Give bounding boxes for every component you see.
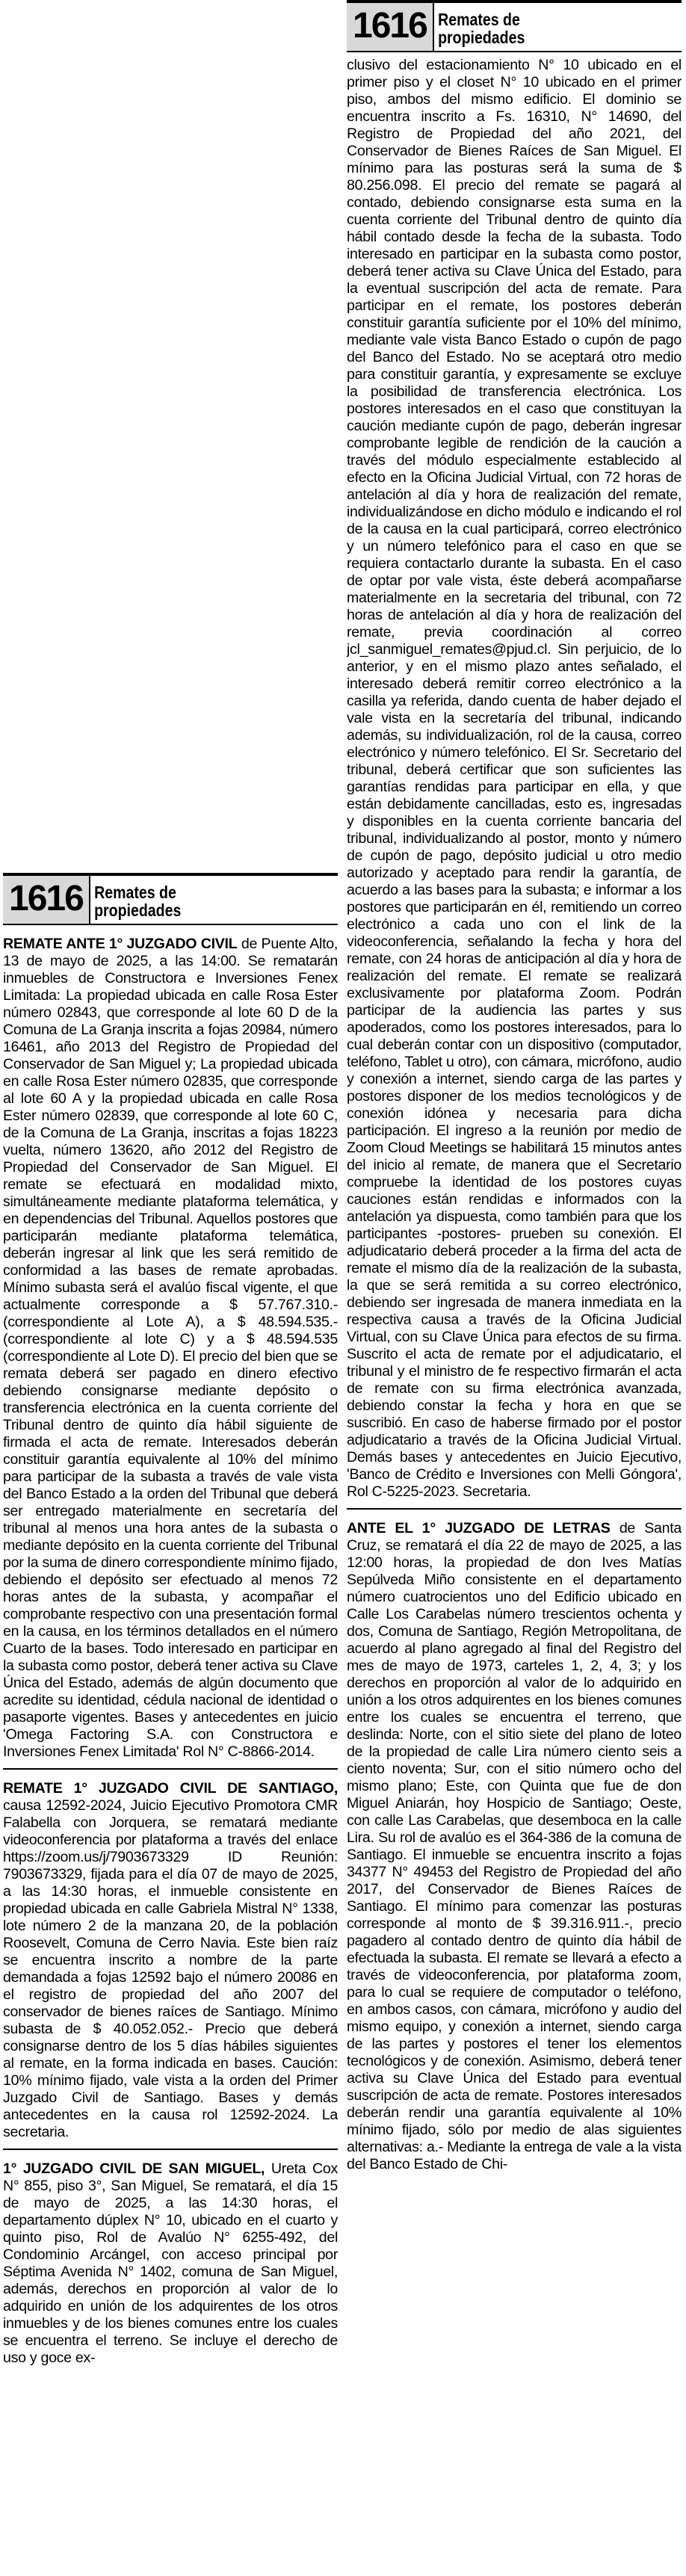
section-number: 1616 (347, 3, 434, 51)
notice-title: ANTE EL 1° JUZGADO DE LETRAS (347, 1520, 611, 1536)
notice-title: REMATE ANTE 1° JUZGADO CIVIL (3, 936, 238, 952)
notice-body: Ureta Cox N° 855, piso 3°, San Miguel, Se rematará, el día 15 de mayo de 2025, a las 14:30 horas, el departamento dúplex N° 10, ubicado en el cuarto y quinto piso, Rol de Avalúo N° 6255-492, del Condominio Arcángel, con acceso principal por Séptima Avenida N° 1402, comuna de San Miguel, además, derechos en proporción al valor de lo adquirido en unión de los adquirentes de los otros inmuebles y de los bienes comunes entre los cuales se encuentra el terreno. Se incluye el derecho de uso y goce ex- (3, 2160, 338, 2366)
notice (3, 936, 338, 1761)
section-category-line2: propiedades (437, 28, 525, 47)
notice-continuation: clusivo del estacionamiento N° 10 ubicado en el primer piso y el closet N° 10 ubicado en el primer piso, ambos del mismo edificio. El dominio se encuentra inscrito a Fs. 16310, N° 14690, del Registro de Propiedad del año 2021, del Conservador de Bienes Raíces de San Miguel. El mínimo para las posturas será la suma de $ 80.256.098. El precio del remate se pagará al contado, debiendo consignarse esta suma en la cuenta corriente del Tribunal dentro de quinto día hábil contado desde la fecha de la subasta. Todo interesado en participar en la subasta como postor, deberá tener activa su Clave Única del Estado, para la eventual suscripción del acta de remate. Para participar en el remate, los postores deberán constituir garantía suficiente por el 10% del mínimo, mediante vale vista Banco Estado o cupón de pago del Banco del Estado. No se aceptará otro medio para constituir garantía, y expresamente se excluye la posibilidad de transferencia electrónica. Los postores interesados en el caso que constituyan la caución mediante cupón de pago, deberán ingresar comprobante legible de rendición de la caución a través del módulo especialmente establecido al efecto en la Oficina Judicial Virtual, con 72 horas de antelación al día y hora de realización del remate, individualizándose en dicho módulo e indicando el rol de la causa en la cual participará, correo electrónico y un número telefónico para el caso en que se requiera contactarlo durante la subasta. En el caso de optar por vale vista, éste deberá acompañarse materialmente en la secretaria del tribunal, con 72 horas de antelación al día y hora de realización del remate, previa coordinación al correo jcl_sanmiguel_remates@pjud.cl. Sin perjuicio, de lo anterior, y en el mismo plazo antes señalado, el interesado deberá remitir correo electrónico a la casilla ya referida, dando cuenta de haber dejado el vale vista en la secretaría del tribunal, indicando además, su individualización, rol de la causa, correo electrónico y número telefónico. El Sr. Secretario del tribunal, deberá certificar que son suficientes las garantías rendidas para participar en ella, y que están debidamente cancilladas, esto es, ingresadas y disponibles en la cuenta corriente bancaria del tribunal, individualizando al postor, monto y número de cupón de pago, depósito judicial u otro medio autorizado y aceptado para rendir la garantía, de acuerdo a las bases para la subasta; e informar a los postores que participarán en él, remitiendo un correo electrónico a cada uno con el link de la videoconferencia, señalando la fecha y hora del remate, con 24 horas de anticipación al día y hora de realización del remate. El remate se realizará exclusivamente por plataforma Zoom. Podrán participar de la audiencia las partes y sus apoderados, como los postores interesados, para lo cual deberán contar con un dispositivo (computador, teléfono, Tablet u otro), con cámara, micrófono, audio y conexión a internet, siendo carga de las partes y postores disponer de los medios tecnológicos y de conexión idónea y necesaria para dicha participación. El ingreso a la reunión por medio de Zoom Cloud Meetings se habilitará 15 minutos antes del inicio al remate, de manera que el Secretario compruebe la identidad de los postores cuyas cauciones están rendidas e informados con la antelación ya dispuesta, como también para que los participantes -postores- prueben su conexión. El adjudicatario deberá proceder a la firma del acta de remate el mismo día de la realización de la subasta, la que se será remitida a su correo electrónico, debiendo ser ingresada de manera inmediata en la respectiva causa a través de la Oficina Judicial Virtual, con su Clave Única para efectos de su firma. Suscrito el acta de remate por el adjudicatario, el tribunal y el ministro de fe respectivo firmarán el acta de remate con su firma electrónica avanzada, debiendo constar la fecha y hora en que se suscribió. En caso de haberse firmado por el postor adjudicatario a través de la Oficina Judicial Virtual. Demás bases y antecedentes en Juicio Ejecutivo, 'Banco de Crédito e Inversiones con Melli Góngora', Rol C-5225-2023. Secretaria. (347, 57, 682, 1500)
section-category-line1: Remates de (437, 10, 520, 29)
left-column (3, 0, 338, 2576)
section-category-line1: Remates de (93, 883, 176, 902)
notice-body: de Puente Alto, 13 de mayo de 2025, a las 14:00. Se rematarán inmuebles de Constructora e Inversiones Fenex Limitada: La propiedad ubicada en calle Rosa Ester número 02843, que corresponde al lote 60 D de la Comuna de La Granja inscrita a fojas 20984, número 16461, año 2013 del Registro de Propiedad del Conservador de San Miguel y; La propiedad ubicada en calle Rosa Ester número 02835, que corresponde al lote 60 A y la propiedad ubicada en calle Rosa Ester número 02839, que corresponde al lote 60 C, de la Comuna de La Granja, inscritas a fojas 18223 vuelta, número 13620, año 2012 del Registro de Propiedad del Conservador de San Miguel. El remate se efectuará en modalidad mixto, simultáneamente mediante plataforma telemática, y en dependencias del Tribunal. Aquellos postores que participarán mediante plataforma telemática, deberán ingresar al link que les será remitido de conformidad a las bases de remate aprobadas. Mínimo subasta será el avalúo fiscal vigente, el que actualmente corresponde a $ 57.767.310.- (correspondiente al Lote A), a $ 48.594.535.- (correspondiente al lote C) y a $ 48.594.535 (correspondiente al Lote D). El precio del bien que se remata deberá ser pagado en dinero efectivo debiendo consignarse mediante depósito o transferencia electrónica en la cuenta corriente del Tribunal dentro de quinto día hábil siguiente de firmada el acta de remate. Interesados deberán constituir garantía equivalente al 10% del mínimo para participar de la subasta a través de vale vista del Banco Estado a la orden del Tribunal que deberá ser entregado materialmente en secretaría del tribunal al menos una hora antes de la subasta o mediante depósito en la cuenta corriente del Tribunal por la suma de dinero correspondiente mínimo fijado, debiendo el depósito ser efectuado al menos 72 horas antes de la subasta, y acompañar el comprobante respectivo con una presentación formal en la causa, en los términos detallados en el número Cuarto de la bases. Todo interesado en participar en la subasta como postor, deberá tener activa su Clave Única del Estado, además de algún documento que acredite su identidad, cédula nacional de identidad o pasaporte vigentes. Bases y antecedentes en juicio 'Omega Factoring S.A. con Constructora e Inversiones Fenex Limitada' Rol N° C-8866-2014. (3, 936, 338, 1760)
notice-title: REMATE 1° JUZGADO CIVIL DE SANTIAGO, (3, 1780, 338, 1797)
section-header (347, 0, 682, 52)
section-category-line2: propiedades (93, 901, 182, 920)
notice (3, 1780, 338, 2141)
section-category (90, 876, 185, 924)
notice (3, 2160, 338, 2367)
blank-space (3, 0, 338, 873)
section-header (3, 873, 338, 925)
notice-body: causa 12592-2024, Juicio Ejecutivo Promotora CMR Falabella con Jorquera, se rematará mediante videoconferencia por plataforma a través del enlace https://zoom.us/j/7903673329 ID Reunión: 7903673329, fijada para el día 07 de mayo de 2025, a las 14:30 horas, el inmueble consistente en propiedad ubicada en calle Gabriela Mistral N° 1338, lote número 2 de la manzana 20, de la población Roosevelt, Comuna de Cerro Navia. Este bien raíz se encuentra inscrito a nombre de la parte demandada a fojas 12592 bajo el número 20086 en el registro de propiedad del año 2007 del conservador de bienes raíces de Santiago. Mínimo subasta de $ 40.052.052.- Precio que deberá consignarse dentro de los 5 días hábiles siguientes al remate, en la forma indicada en bases. Caución: 10% mínimo fijado, vale vista a la orden del Primer Juzgado Civil de Santiago. Bases y demás antecedentes en la causa rol 12592-2024. La secretaria. (3, 1797, 338, 2140)
notice-title: 1° JUZGADO CIVIL DE SAN MIGUEL, (3, 2160, 265, 2177)
section-category (434, 3, 528, 51)
notice-divider (3, 2149, 338, 2150)
section-number: 1616 (3, 876, 90, 924)
notice (347, 1520, 682, 2173)
right-column (347, 0, 682, 2576)
notice-divider (347, 1508, 682, 1510)
notice-divider (3, 1768, 338, 1770)
notice-body: de Santa Cruz, se rematará el día 22 de mayo de 2025, a las 12:00 horas, la propiedad de don Ives Matías Sepúlveda Miño consistente en el departamento número cuatrocientos uno del Edificio ubicado en Calle Los Carabelas número trescientos ochenta y dos, Comuna de Santiago, Región Metropolitana, de acuerdo al plano agregado al final del Registro del mes de mayo de 1973, carteles 1, 2, 4, 3; y los derechos en proporción al valor de lo adquirido en unión a los otros adquirentes en los bienes comunes entre los cuales se encuentra el terreno, que deslinda: Norte, con el sitio siete del plano de loteo de la propiedad de calle Lira número ciento seis a ciento noventa; Sur, con el sitio número ocho del mismo plano; Este, con Quinta que fue de don Miguel Aniarán, hoy Hospicio de Santiago; Oeste, con calle Las Carabelas, que desemboca en la calle Lira. Su rol de avalúo es el 364-386 de la comuna de Santiago. El inmueble se encuentra inscrito a fojas 34377 N° 49453 del Registro de Propiedad del año 2017, del Conservador de Bienes Raíces de Santiago. El mínimo para comenzar las posturas corresponde al monto de $ 39.316.911.-, precio pagadero al contado dentro de quinto día hábil de efectuada la subasta. El remate se llevará a efecto a través de videoconferencia, por plataforma zoom, para lo cual se requiere de computador o teléfono, en ambos casos, con cámara, micrófono y audio del mismo equipo, y conexión a internet, siendo carga de las partes y postores el tener los elementos tecnológicos y de conexión. Asimismo, deberá tener activa su Clave Única del Estado para eventual suscripción de acta de remate. Postores interesados deberán rendir una garantía equivalente al 10% mínimo fijado, sólo por medio de alas siguientes alternativas: a.- Mediante la entrega de vale a la vista del Banco Estado de Chi- (347, 1520, 682, 2172)
